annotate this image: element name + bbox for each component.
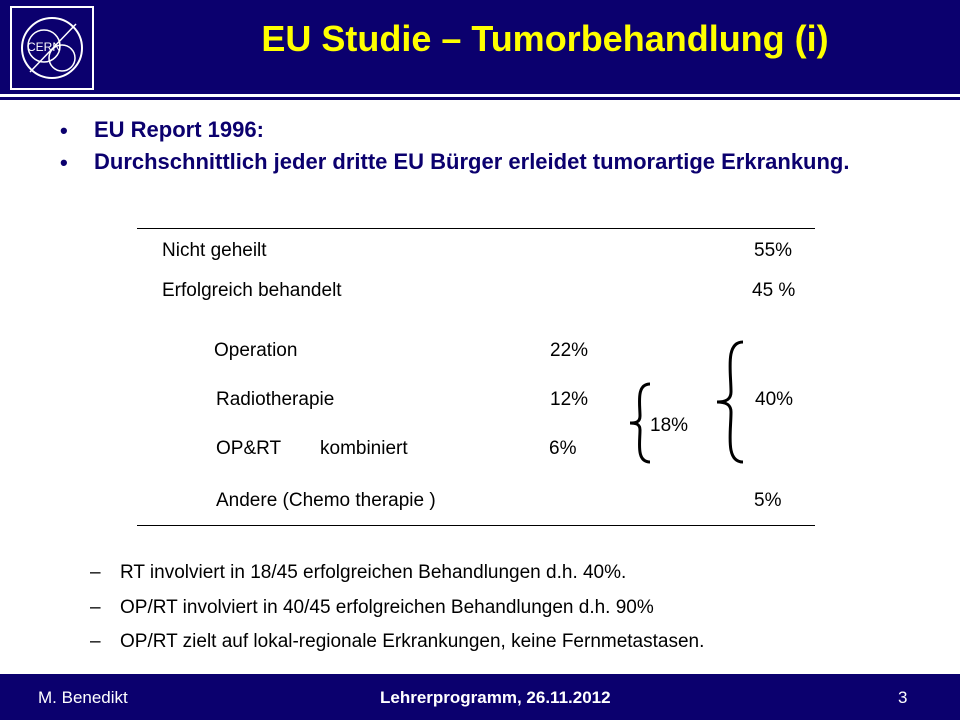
table-bottom-rule — [137, 525, 815, 526]
sub-label-radiotherapy: Radiotherapie — [216, 389, 335, 410]
sub-label-operation: Operation — [214, 340, 298, 361]
footer-page-number: 3 — [898, 688, 908, 707]
row-label-not-cured: Nicht geheilt — [162, 240, 267, 261]
row-value-successful: 45 % — [752, 280, 796, 301]
header-divider — [0, 97, 960, 100]
slide-header — [0, 0, 960, 94]
dash-item-2: OP/RT involviert in 40/45 erfolgreichen Behandlungen d.h. 90% — [120, 597, 654, 618]
dash-icon: – — [90, 562, 101, 583]
sub-label-combined: kombiniert — [320, 438, 408, 459]
large-brace-icon — [703, 340, 753, 464]
sub-value-radiotherapy: 12% — [550, 389, 589, 410]
dash-icon: – — [90, 631, 101, 652]
table-top-rule — [137, 228, 815, 229]
bullet-text-1: EU Report 1996: — [94, 117, 264, 142]
bullet-icon: • — [60, 118, 68, 143]
svg-text:CERN: CERN — [26, 40, 62, 54]
sub-value-oprt: 6% — [549, 438, 577, 459]
cern-logo — [10, 6, 94, 90]
slide-title: EU Studie – Tumorbehandlung (i) — [261, 18, 829, 59]
other-label: Andere (Chemo therapie ) — [216, 490, 436, 511]
dash-item-1: RT involviert in 18/45 erfolgreichen Behandlungen d.h. 40%. — [120, 562, 627, 583]
footer-author: M. Benedikt — [38, 688, 128, 707]
bullet-icon: • — [60, 150, 68, 175]
brace-label-40: 40% — [755, 389, 794, 410]
slide-footer — [0, 674, 960, 720]
row-label-successful: Erfolgreich behandelt — [162, 280, 342, 301]
bullet-text-2: Durchschnittlich jeder dritte EU Bürger erleidet tumorartige Erkrankung. — [94, 149, 850, 174]
row-value-not-cured: 55% — [754, 240, 793, 261]
footer-center: Lehrerprogramm, 26.11.2012 — [380, 688, 611, 707]
dash-item-3: OP/RT zielt auf lokal-regionale Erkrankungen, keine Fernmetastasen. — [120, 631, 705, 652]
brace-label-18: 18% — [650, 415, 689, 436]
other-value: 5% — [754, 490, 782, 511]
dash-icon: – — [90, 597, 101, 618]
sub-value-operation: 22% — [550, 340, 589, 361]
sub-label-oprt: OP&RT — [216, 438, 282, 459]
